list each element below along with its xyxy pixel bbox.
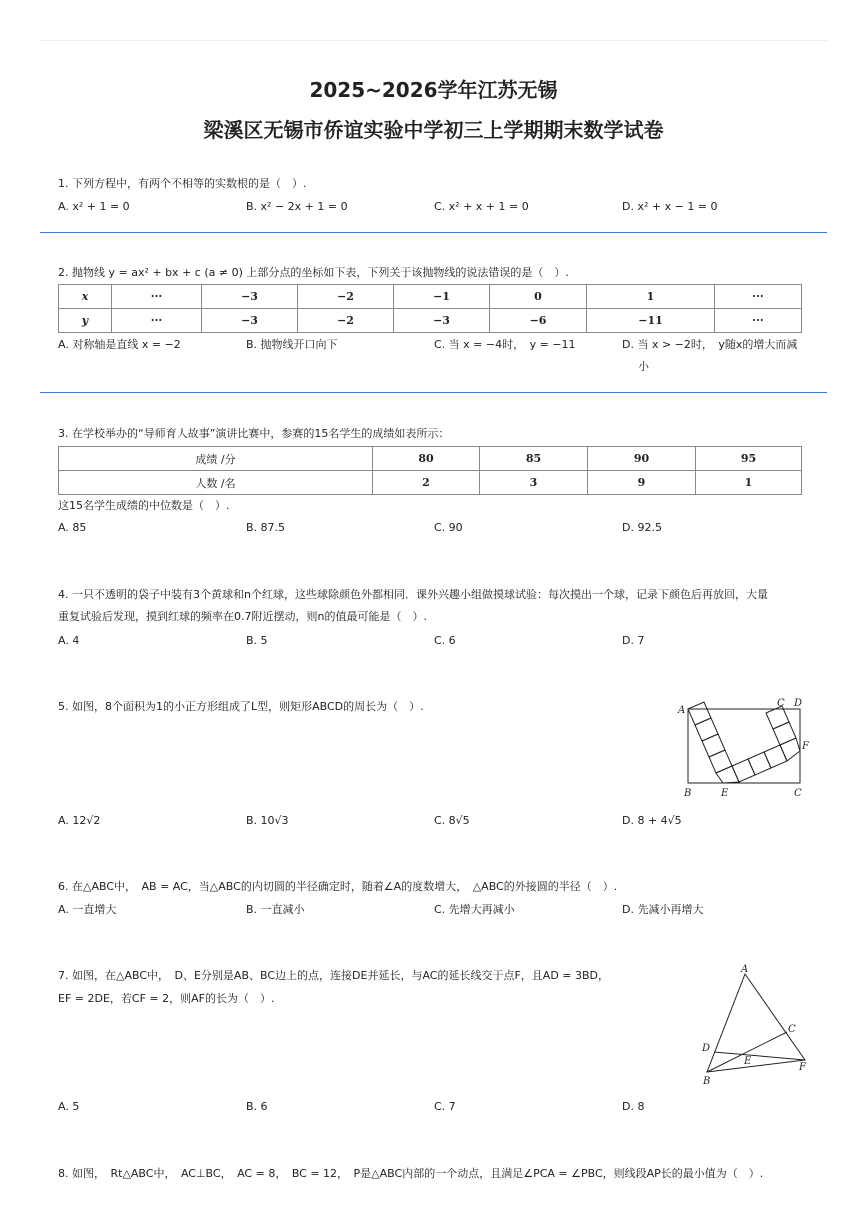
q3-option-c[interactable]: C. 90 xyxy=(434,521,463,534)
table-cell: 90 xyxy=(588,447,696,471)
question-4-stem-line1: 4. 一只不透明的袋子中装有3个黄球和n个红球，这些球除颜色外都相同．课外兴趣小组做摸球试验：每次摸出一个球，记录下颜色后再放回，大量 xyxy=(58,588,768,601)
question-3-question: 这15名学生成绩的中位数是（ ）. xyxy=(58,499,230,512)
q4-option-d[interactable]: D. 7 xyxy=(622,634,645,647)
q4-option-b[interactable]: B. 5 xyxy=(246,634,268,647)
label-b: B xyxy=(703,1076,711,1087)
q2-coordinate-table xyxy=(58,284,802,333)
q6-option-c[interactable]: C. 先增大再减小 xyxy=(434,903,515,916)
q5-option-c[interactable]: C. 8√5 xyxy=(434,814,470,827)
table-cell: ··· xyxy=(715,309,802,333)
table-cell: ··· xyxy=(715,285,802,309)
table-cell: −3 xyxy=(202,309,298,333)
q2-option-d[interactable]: D. 当 x > −2时， y随x的增大而减 xyxy=(622,338,798,351)
label-d: D xyxy=(702,1043,711,1054)
table-cell: −3 xyxy=(394,309,490,333)
q2-option-b[interactable]: B. 抛物线开口向下 xyxy=(246,338,338,351)
label-d: D xyxy=(794,698,803,709)
q1-option-a[interactable]: A. x² + 1 = 0 xyxy=(58,200,130,213)
question-divider xyxy=(40,392,827,393)
q1-option-d[interactable]: D. x² + x − 1 = 0 xyxy=(622,200,718,213)
question-divider xyxy=(40,232,827,233)
q7-option-b[interactable]: B. 6 xyxy=(246,1100,268,1113)
q4-option-a[interactable]: A. 4 xyxy=(58,634,80,647)
table-cell: 成绩 /分 xyxy=(59,447,373,471)
q7-option-d[interactable]: D. 8 xyxy=(622,1100,645,1113)
table-cell: 2 xyxy=(373,471,480,495)
q6-option-b[interactable]: B. 一直减小 xyxy=(246,903,305,916)
question-8-stem: 8. 如图， Rt△ABC中， AC⊥BC， AC = 8， BC = 12， P是△ABC内部的一个动点，且满足∠PCA = ∠PBC，则线段AP长的最小值为（ ）. xyxy=(58,1167,764,1180)
q3-option-d[interactable]: D. 92.5 xyxy=(622,521,662,534)
table-cell: −2 xyxy=(298,285,394,309)
page-title-line1: 2025~2026学年江苏无锡 xyxy=(309,78,558,102)
label-a: A xyxy=(678,705,686,716)
q3-option-b[interactable]: B. 87.5 xyxy=(246,521,286,534)
q6-option-d[interactable]: D. 先减小再增大 xyxy=(622,903,704,916)
question-7-stem-line1: 7. 如图，在△ABC中， D、E分别是AB、BC边上的点，连接DE并延长，与AC的延长线交于点F，且AD = 3BD， xyxy=(58,969,610,982)
q4-option-c[interactable]: C. 6 xyxy=(434,634,456,647)
table-row xyxy=(59,309,802,333)
q7-option-c[interactable]: C. 7 xyxy=(434,1100,456,1113)
label-e: E xyxy=(744,1056,752,1067)
q2-option-a[interactable]: A. 对称轴是直线 x = −2 xyxy=(58,338,181,351)
label-e: E xyxy=(721,788,729,799)
top-divider xyxy=(40,40,827,41)
question-2-stem: 2. 抛物线 y = ax² + bx + c (a ≠ 0) 上部分点的坐标如下表，下列关于该抛物线的说法错误的是（ ）. xyxy=(58,266,569,279)
rectangle-abcd xyxy=(688,709,800,783)
label-b: B xyxy=(684,788,692,799)
table-row xyxy=(59,285,802,309)
q6-option-a[interactable]: A. 一直增大 xyxy=(58,903,117,916)
table-cell: 1 xyxy=(696,471,802,495)
table-cell: −1 xyxy=(394,285,490,309)
q2-option-c[interactable]: C. 当 x = −4时， y = −11 xyxy=(434,338,576,351)
table-cell: y xyxy=(59,309,112,333)
table-cell: −11 xyxy=(587,309,715,333)
table-cell: 3 xyxy=(480,471,588,495)
q3-option-a[interactable]: A. 85 xyxy=(58,521,87,534)
table-cell: x xyxy=(59,285,112,309)
label-a: A xyxy=(741,964,749,975)
label-c: C xyxy=(788,1024,796,1035)
table-cell: −6 xyxy=(490,309,587,333)
label-c-bottom: C xyxy=(794,788,802,799)
table-cell: 80 xyxy=(373,447,480,471)
q7-option-a[interactable]: A. 5 xyxy=(58,1100,80,1113)
table-cell: 9 xyxy=(588,471,696,495)
question-1-stem: 1. 下列方程中，有两个不相等的实数根的是（ ）. xyxy=(58,177,307,190)
table-cell: 95 xyxy=(696,447,802,471)
table-cell: ··· xyxy=(112,285,202,309)
q1-option-b[interactable]: B. x² − 2x + 1 = 0 xyxy=(246,200,348,213)
table-row xyxy=(59,471,802,495)
table-cell: ··· xyxy=(112,309,202,333)
q5-rectangle-figure xyxy=(675,693,815,803)
triangle-abf xyxy=(707,974,805,1072)
page-title-line2: 梁溪区无锡市侨谊实验中学初三上学期期末数学试卷 xyxy=(203,118,664,142)
label-c-top: C xyxy=(777,698,785,709)
table-cell: 1 xyxy=(587,285,715,309)
q7-triangle-figure xyxy=(695,962,815,1088)
label-f: F xyxy=(802,741,809,752)
q5-option-a[interactable]: A. 12√2 xyxy=(58,814,101,827)
table-cell: 人数 /名 xyxy=(59,471,373,495)
table-cell: −2 xyxy=(298,309,394,333)
table-cell: −3 xyxy=(202,285,298,309)
question-5-stem: 5. 如图，8个面积为1的小正方形组成了L型，则矩形ABCD的周长为（ ）. xyxy=(58,700,424,713)
table-cell: 0 xyxy=(490,285,587,309)
question-7-stem-line2: EF = 2DE，若CF = 2，则AF的长为（ ）. xyxy=(58,992,275,1005)
segment-df xyxy=(714,1052,805,1060)
table-cell: 85 xyxy=(480,447,588,471)
label-f: F xyxy=(799,1062,806,1073)
q2-option-d-wrap: 小 xyxy=(638,360,649,373)
question-6-stem: 6. 在△ABC中， AB = AC，当△ABC的内切圆的半径确定时，随着∠A的度数增大， △ABC的外接圆的半径（ ）. xyxy=(58,880,618,893)
q1-option-c[interactable]: C. x² + x + 1 = 0 xyxy=(434,200,529,213)
q5-option-b[interactable]: B. 10√3 xyxy=(246,814,289,827)
question-3-stem: 3. 在学校举办的“导师育人故事”演讲比赛中，参赛的15名学生的成绩如表所示： xyxy=(58,427,450,440)
q3-score-table xyxy=(58,446,802,495)
q5-option-d[interactable]: D. 8 + 4√5 xyxy=(622,814,682,827)
question-4-stem-line2: 重复试验后发现，摸到红球的频率在0.7附近摆动，则n的值最可能是（ ）. xyxy=(58,610,427,623)
table-row xyxy=(59,447,802,471)
